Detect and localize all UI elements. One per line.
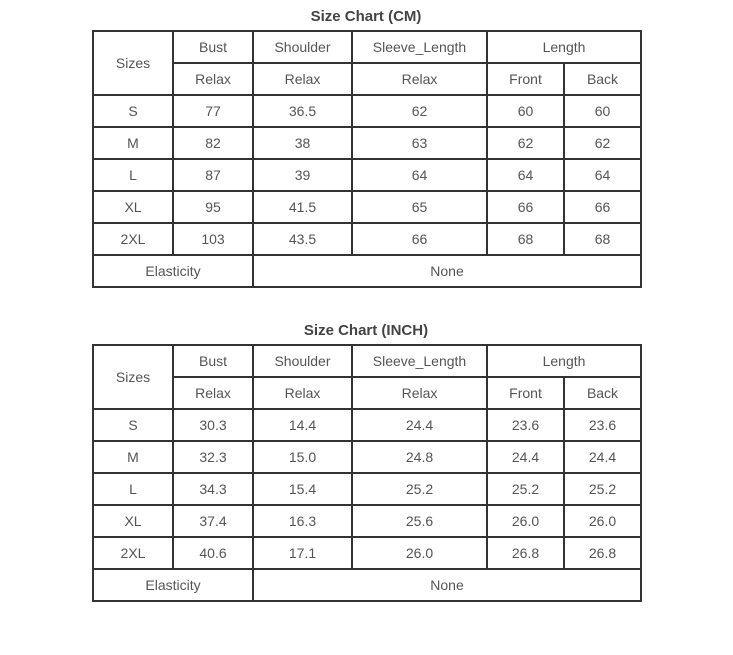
subheader-length-front: Front <box>487 377 564 409</box>
header-row <box>93 31 641 63</box>
table-row <box>93 409 641 441</box>
table-row <box>93 505 641 537</box>
bust-cell: 77 <box>173 95 253 127</box>
length-front-cell: 62 <box>487 127 564 159</box>
sleeve-length-cell: 65 <box>352 191 487 223</box>
table-row <box>93 473 641 505</box>
shoulder-cell: 16.3 <box>253 505 352 537</box>
table-row <box>93 95 641 127</box>
subheader-bust-relax: Relax <box>173 63 253 95</box>
length-back-cell: 26.0 <box>564 505 641 537</box>
table-row <box>93 159 641 191</box>
sleeve-length-cell: 25.6 <box>352 505 487 537</box>
length-front-cell: 26.0 <box>487 505 564 537</box>
subheader-length-back: Back <box>564 63 641 95</box>
elasticity-label: Elasticity <box>93 255 253 287</box>
size-cell: S <box>93 409 173 441</box>
sleeve-length-cell: 63 <box>352 127 487 159</box>
table-row <box>93 191 641 223</box>
length-back-cell: 68 <box>564 223 641 255</box>
size-cell: S <box>93 95 173 127</box>
subheader-sleeve-relax: Relax <box>352 63 487 95</box>
table-row <box>93 127 641 159</box>
bust-cell: 34.3 <box>173 473 253 505</box>
table-row <box>93 223 641 255</box>
size-cell: 2XL <box>93 537 173 569</box>
length-back-cell: 25.2 <box>564 473 641 505</box>
size-cell: XL <box>93 505 173 537</box>
subheader-length-front: Front <box>487 63 564 95</box>
sleeve-length-cell: 25.2 <box>352 473 487 505</box>
bust-cell: 82 <box>173 127 253 159</box>
shoulder-cell: 43.5 <box>253 223 352 255</box>
sleeve-length-cell: 66 <box>352 223 487 255</box>
shoulder-cell: 17.1 <box>253 537 352 569</box>
shoulder-cell: 39 <box>253 159 352 191</box>
length-back-cell: 23.6 <box>564 409 641 441</box>
sleeve-length-cell: 24.8 <box>352 441 487 473</box>
length-front-cell: 60 <box>487 95 564 127</box>
size-cell: L <box>93 159 173 191</box>
length-back-cell: 66 <box>564 191 641 223</box>
shoulder-cell: 15.4 <box>253 473 352 505</box>
subheader-bust-relax: Relax <box>173 377 253 409</box>
bust-cell: 32.3 <box>173 441 253 473</box>
header-bust: Bust <box>173 31 253 63</box>
sleeve-length-cell: 62 <box>352 95 487 127</box>
elasticity-row <box>93 569 641 601</box>
length-back-cell: 64 <box>564 159 641 191</box>
size-chart-cm-table <box>92 30 642 288</box>
header-sizes: Sizes <box>93 345 173 409</box>
bust-cell: 37.4 <box>173 505 253 537</box>
size-cell: L <box>93 473 173 505</box>
subheader-row <box>93 377 641 409</box>
subheader-sleeve-relax: Relax <box>352 377 487 409</box>
length-front-cell: 64 <box>487 159 564 191</box>
header-length: Length <box>487 345 641 377</box>
sleeve-length-cell: 24.4 <box>352 409 487 441</box>
size-cell: M <box>93 441 173 473</box>
length-back-cell: 26.8 <box>564 537 641 569</box>
shoulder-cell: 36.5 <box>253 95 352 127</box>
sleeve-length-cell: 64 <box>352 159 487 191</box>
length-front-cell: 68 <box>487 223 564 255</box>
length-back-cell: 24.4 <box>564 441 641 473</box>
length-front-cell: 25.2 <box>487 473 564 505</box>
bust-cell: 87 <box>173 159 253 191</box>
elasticity-value: None <box>253 569 641 601</box>
length-front-cell: 26.8 <box>487 537 564 569</box>
subheader-shoulder-relax: Relax <box>253 377 352 409</box>
header-row <box>93 345 641 377</box>
header-shoulder: Shoulder <box>253 31 352 63</box>
header-sleeve-length: Sleeve_Length <box>352 31 487 63</box>
shoulder-cell: 15.0 <box>253 441 352 473</box>
length-front-cell: 23.6 <box>487 409 564 441</box>
elasticity-row <box>93 255 641 287</box>
length-back-cell: 62 <box>564 127 641 159</box>
table-row <box>93 441 641 473</box>
size-cell: 2XL <box>93 223 173 255</box>
subheader-row <box>93 63 641 95</box>
header-bust: Bust <box>173 345 253 377</box>
subheader-shoulder-relax: Relax <box>253 63 352 95</box>
shoulder-cell: 41.5 <box>253 191 352 223</box>
size-chart-cm-title: Size Chart (CM) <box>310 8 422 25</box>
size-cell: XL <box>93 191 173 223</box>
elasticity-label: Elasticity <box>93 569 253 601</box>
subheader-length-back: Back <box>564 377 641 409</box>
bust-cell: 103 <box>173 223 253 255</box>
bust-cell: 40.6 <box>173 537 253 569</box>
bust-cell: 30.3 <box>173 409 253 441</box>
sleeve-length-cell: 26.0 <box>352 537 487 569</box>
header-shoulder: Shoulder <box>253 345 352 377</box>
elasticity-value: None <box>253 255 641 287</box>
header-sizes: Sizes <box>93 31 173 95</box>
header-sleeve-length: Sleeve_Length <box>352 345 487 377</box>
size-chart-inch-table <box>92 344 642 602</box>
length-back-cell: 60 <box>564 95 641 127</box>
shoulder-cell: 38 <box>253 127 352 159</box>
size-cell: M <box>93 127 173 159</box>
shoulder-cell: 14.4 <box>253 409 352 441</box>
length-front-cell: 66 <box>487 191 564 223</box>
length-front-cell: 24.4 <box>487 441 564 473</box>
bust-cell: 95 <box>173 191 253 223</box>
header-length: Length <box>487 31 641 63</box>
table-row <box>93 537 641 569</box>
size-chart-inch-title: Size Chart (INCH) <box>303 322 429 339</box>
